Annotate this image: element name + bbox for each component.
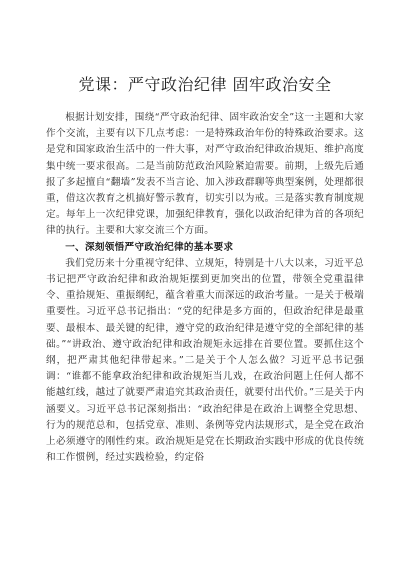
section-body-paragraph: 我们党历来十分重视守纪律、立规矩，特别是十八大以来，习近平总书记把严守政治纪律和政治规矩摆到更加突出的位置，带领全党重温律令、重拾规矩、重振纲纪，蕴含着重大而深远的政治考量。一是关于极端重要性。习近平总书记指出：“党的纪律是多方面的，但政治纪律是最重要、最根本、最关键的纪律，遵守党的政治纪律是遵守党的全部纪律的基础。”“讲政治、遵守政治纪律和政治规矩永远排在首要位置。要抓住这个纲，把严肃其他纪律带起来。”二是关于个人怎么做？习近平总书记强调：“谁都不能拿政治纪律和政治规矩当儿戏，在政治问题上任何人都不能越红线，越过了就要严肃追究其政治责任，就要付出代价。”三是关于内涵要义。习近平总书记深刻指出：“政治纪律是在政治上调整全党思想、行为的规范总和，包括党章、准则、条例等党内法规形式，是全党在政治上必须遵守的刚性约束。政治规矩是党在长期政治实践中形成的优良传统和工作惯例，经过实践检验，约定俗 <box>46 257 364 464</box>
document-title: 党课：严守政治纪律 固牢政治安全 <box>78 75 332 94</box>
section-heading: 一、深刻领悟严守政治纪律的基本要求 <box>65 241 234 253</box>
intro-paragraph: 根据计划安排，围绕“严守政治纪律、固牢政治安全”这一主题和大家作个交流，主要有以下几点考虑：一是特殊政治年份的特殊政治要求。这是党和国家政治生活中的一件大事，对严守政治纪律政治规矩、维护高度集中统一要求很高。二是当前防范政治风险紧迫需要。前期，上级先后通报了多起擅自“翻墙”发表不当言论、加入涉政群聊等典型案例，处理都很重，借这次教育之机搞好警示教育，切实引以为戒。三是落实教育制度规定。每年上一次纪律党课，加强纪律教育，强化以政治纪律为首的各项纪律的执行。主要和大家交流三个方面。 <box>46 112 364 237</box>
